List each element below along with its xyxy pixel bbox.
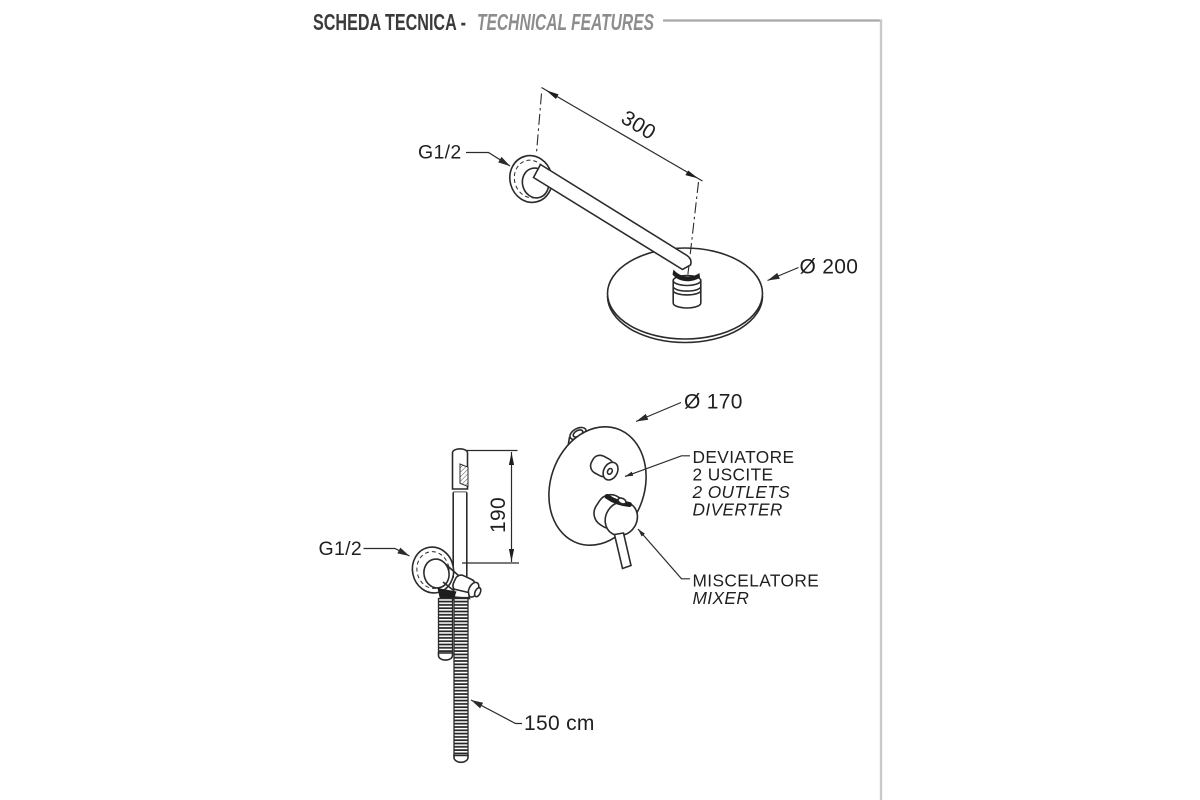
diverter-label-it: DEVIATORE — [692, 447, 795, 467]
handshower-height-dimension — [462, 451, 519, 564]
mixer-drawing — [533, 391, 819, 609]
mixer-callout — [638, 529, 819, 608]
mixer-label-en: MIXER — [692, 588, 750, 608]
handshower-height-value: 190 — [487, 497, 510, 533]
diverter-outlets-en: 2 OUTLETS — [692, 482, 791, 502]
handshower-connection-callout — [319, 538, 410, 560]
diverter-outlets-it: 2 USCITE — [692, 464, 774, 485]
header — [313, 9, 882, 800]
overhead-shower-drawing — [418, 88, 858, 343]
arm-length-dimension — [537, 88, 703, 182]
mixer-label-it: MISCELATORE — [692, 570, 820, 591]
shower-hose — [439, 598, 469, 763]
diverter-label-en: DIVERTER — [692, 499, 783, 520]
hose-loop-end — [439, 599, 453, 654]
mixer-plate — [533, 413, 661, 558]
head-diameter-callout — [768, 256, 859, 281]
spray-face-hatch — [460, 464, 468, 487]
arm-length-value: 300 — [617, 106, 660, 145]
handshower-connection-label: G1/2 — [318, 538, 362, 560]
extension-line — [537, 94, 542, 153]
plate-diameter-callout — [636, 391, 743, 422]
hose-length-label: 150 cm — [524, 712, 595, 735]
shower-arm — [534, 165, 692, 270]
plate-diameter-label: Ø 170 — [684, 390, 743, 414]
diverter-callout — [625, 447, 794, 520]
hose-length-callout — [471, 700, 595, 735]
hose-main — [454, 598, 468, 756]
arm-connection-callout — [418, 142, 510, 167]
head-diameter-label: Ø 200 — [799, 255, 859, 279]
handle-lever — [615, 533, 632, 569]
handle-tube-fill — [453, 492, 467, 578]
page-title-english: TECHNICAL FEATURES — [477, 9, 655, 35]
page-title-italian: SCHEDA TECNICA - — [313, 9, 466, 35]
arm-connection-label: G1/2 — [418, 141, 462, 164]
